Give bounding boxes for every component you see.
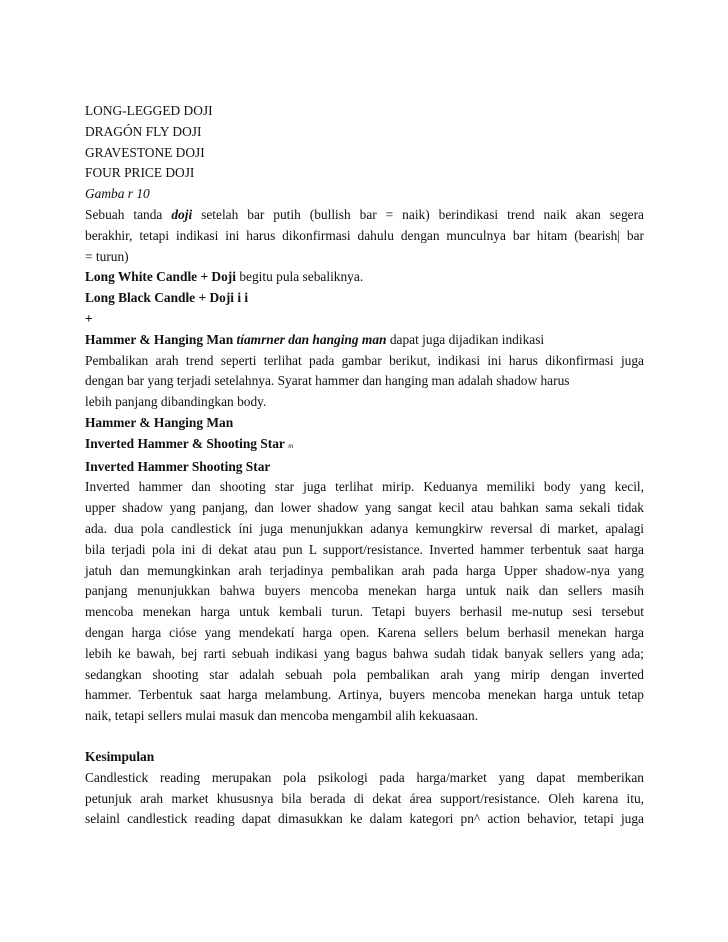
paragraph-reversal: [85, 351, 644, 413]
paragraph-line: = turun): [85, 248, 129, 264]
hammer-heading: Hammer & Hanging Man: [85, 414, 234, 430]
paragraph-doji: [85, 205, 644, 267]
paragraph-inverted-hammer: [85, 477, 644, 727]
paragraph-line: Sebuah tanda doji setelah bar putih (bullish bar = naik) berindikasi trend naik akan segera: [85, 206, 644, 222]
paragraph-line: berakhir, tetapi indikasi ini harus dikonfirmasi dahulu dengan munculnya bar hitam (bearish| bar: [85, 227, 644, 243]
paragraph-line: Inverted hammer dan shooting star juga terlihat mirip. Keduanya memiliki body yang kecil,: [85, 479, 644, 495]
paragraph-line: lebih panjang dibandingkan body.: [85, 394, 267, 410]
paragraph-conclusion: [85, 768, 644, 830]
hammer-heading-inline: Hammer & Hanging Man: [85, 331, 234, 347]
doji-type-dragonfly: DRAGÓN FLY DOJI: [85, 123, 202, 139]
hammer-italic-note: tíamrner dan hanging man: [236, 331, 387, 347]
paragraph-line: panjang menunjukkan bahwa buyers mencoba menekan harga untuk naik dan sellers masih: [85, 583, 644, 599]
paragraph-line: sedangkan shooting star adalah sebuah pola pembalikan arah yang mirip dengan inverted: [85, 666, 644, 682]
paragraph-line: dengan bar yang terjadi setelahnya. Syarat hammer dan hanging man adalah shadow harus: [85, 373, 570, 389]
paragraph-line: petunjuk arah market khususnya bila berada di dekat área support/resistance. Oleh karena itu,: [85, 790, 644, 806]
long-white-candle-heading: Long White Candle + Doji: [85, 269, 236, 285]
paragraph-line: dengan harga cióse yang mendekatí harga open. Karena sellers belum berhasil menekan harga: [85, 624, 644, 640]
inverted-hammer-shooting-star-heading: Inverted Hammer Shooting Star: [85, 458, 271, 474]
paragraph-line: mencoba menekan harga untuk kembali turun. Tetapi buyers berhasil me-nutup sesi tersebut: [85, 604, 644, 620]
doji-type-four-price: FOUR PRICE DOJI: [85, 165, 195, 181]
paragraph-line: Pembalikan arah trend seperti terlihat pada gambar berikut, indikasi ini harus dikonfirmasi juga: [85, 352, 644, 368]
section-gap: [85, 727, 644, 747]
conclusion-heading: Kesimpulan: [85, 748, 155, 764]
plus-sign: +: [85, 310, 93, 326]
paragraph-line: jatuh dan memungkinkan arah terjadinya pembalikan arah pada harga Upper shadow-nya yang: [85, 562, 644, 578]
inverted-hammer-heading-line: [85, 434, 644, 457]
doji-type-long-legged: LONG-LEGGED DOJI: [85, 103, 213, 118]
paragraph-line: Candlestick reading merupakan pola psikologi pada harga/market yang dapat memberikan: [85, 769, 644, 785]
paragraph-line: selainl candlestick reading dapat dimasukkan ke dalam kategori pn^ action behavior, tetapi juga: [85, 811, 644, 827]
long-black-candle-heading: Long Black Candle + Doji i i: [85, 290, 249, 306]
long-white-candle-line: Long White Candle + Doji begitu pula sebaliknya.: [85, 269, 364, 285]
inverted-hammer-mark: m: [288, 441, 294, 450]
emphasis-doji: doji: [171, 206, 193, 222]
paragraph-line: bila terjadi pola ini di dekat atau pun L support/resistance. Inverted hammer terbentuk saat harga: [85, 541, 644, 557]
paragraph-line: hammer. Terbentuk saat harga melambung. Artinya, buyers mencoba menekan harga untuk tetap: [85, 687, 644, 703]
inverted-hammer-heading: Inverted Hammer & Shooting Star: [85, 435, 285, 451]
paragraph-line: naik, tetapi sellers mulai masuk dan mencoba mengambil alih kekuasaan.: [85, 708, 479, 724]
paragraph-line: lebih ke bawah, bej rarti sebuah indikasi yang bagus bahwa sudah tidak banyak sellers yang ada;: [85, 645, 644, 661]
paragraph-line: upper shadow yang panjang, dan lower shadow yang sangat kecil atau bahkan sama sekali tidak: [85, 500, 644, 516]
paragraph-line: ada. dua pola candlestick íni juga menunjukkan adanya kemungkirw reversal di market, apalagi: [85, 520, 644, 536]
doji-type-gravestone: GRAVESTONE DOJI: [85, 144, 205, 160]
hammer-intro-line: Hammer & Hanging Man tíamrner dan hanging man dapat juga dijadikan indikasi: [85, 331, 545, 347]
figure-caption: Gamba r 10: [85, 186, 150, 202]
